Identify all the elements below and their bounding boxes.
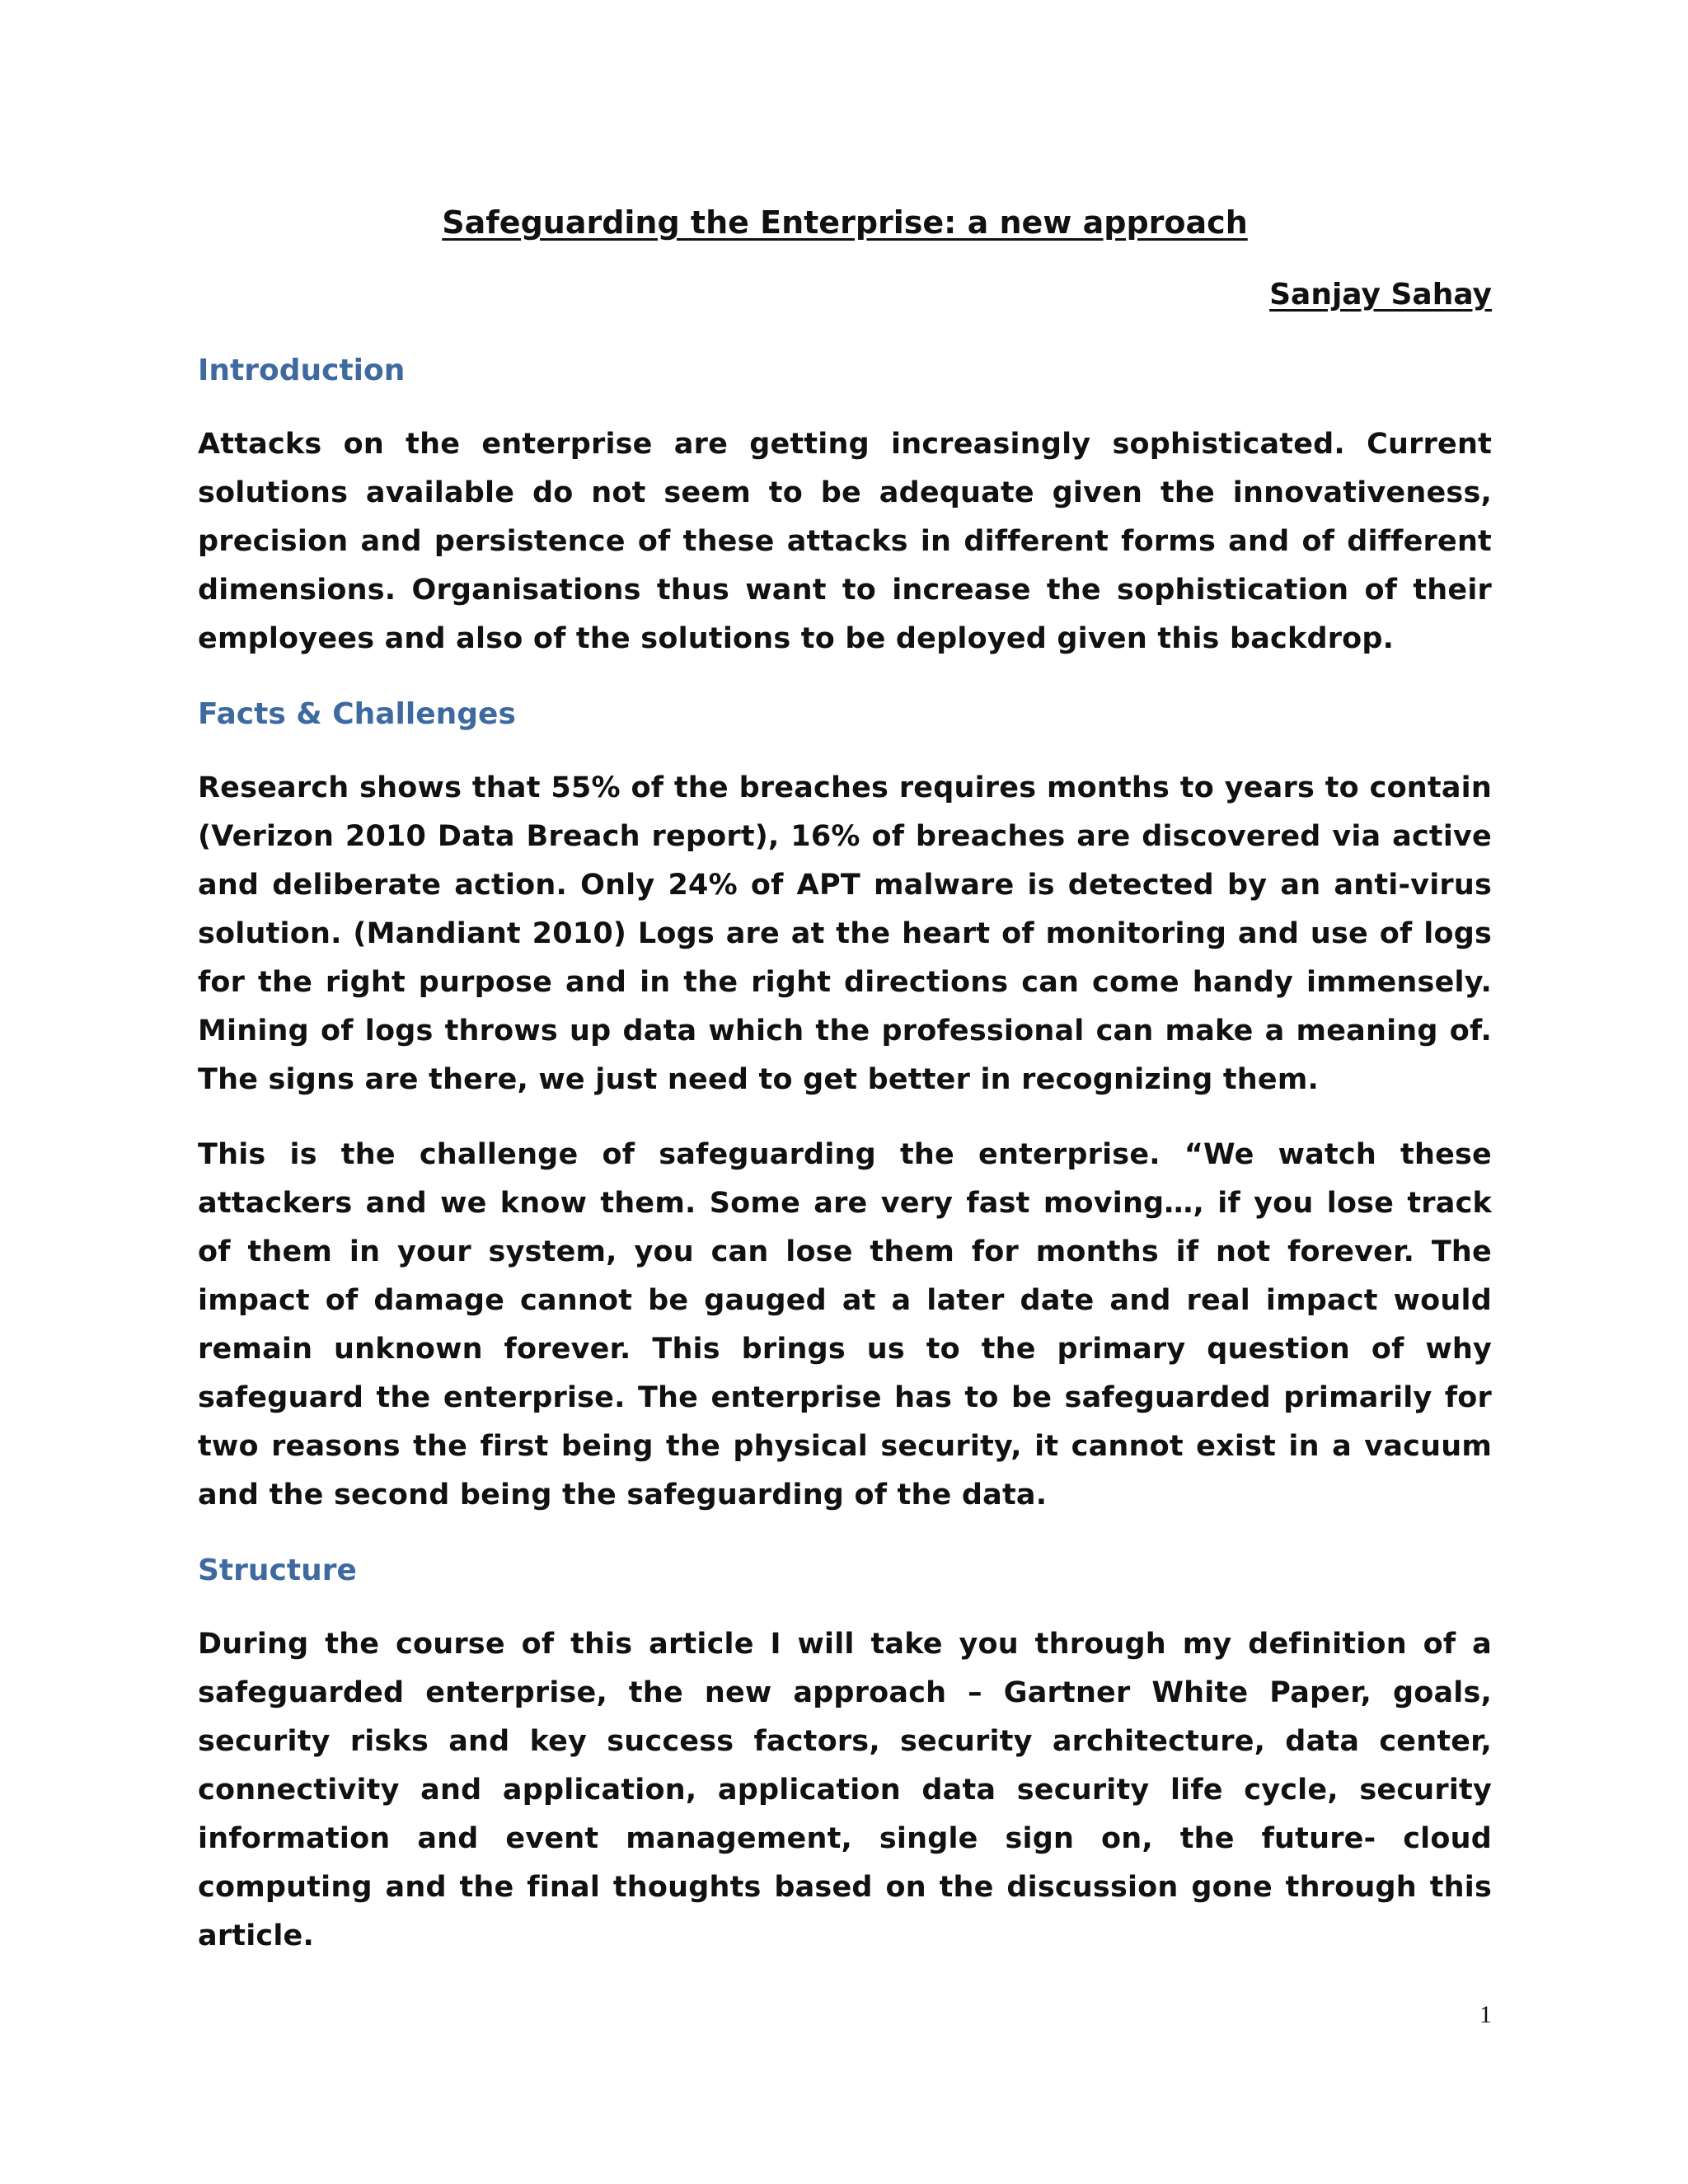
section-structure (198, 1546, 1492, 1961)
author-name: Sanjay Sahay (1269, 278, 1492, 312)
paragraph-research: Research shows that 55% of the breaches requires months to years to contain (Verizon 2010 Data Breach report), 16% of breaches are discovered via active and deliberate action. Only 24% of APT malware is detected by an anti-virus solution. (Mandiant 2010) Logs are at the heart of monitoring and use of logs for the right purpose and in the right directions can come handy immensely. Mining of logs throws up data which the professional can make a meaning of. The signs are there, we just need to get better in recognizing them. (198, 771, 1492, 1096)
page-number: 1 (1479, 2001, 1492, 2028)
section-heading-structure: Structure (198, 1554, 357, 1587)
section-introduction (198, 346, 1492, 663)
paragraph-challenge: This is the challenge of safeguarding the enterprise. “We watch these attackers and we know them. Some are very fast moving…, if you lose track of them in your system, you can lose them for months if not forever. The impact of damage cannot be gauged at a later date and real impact would remain unknown forever. This brings us to the primary question of why safeguard the enterprise. The enterprise has to be safeguarded primarily for two reasons the first being the physical security, it cannot exist in a vacuum and the second being the safeguarding of the data. (198, 1138, 1492, 1511)
section-heading-facts-challenges: Facts & Challenges (198, 697, 516, 731)
paragraph-introduction: Attacks on the enterprise are getting increasingly sophisticated. Current solutions available do not seem to be adequate given the innovativeness, precision and persistence of these attacks in different forms and of different dimensions. Organisations thus want to increase the sophistication of their employees and also of the solutions to be deployed given this backdrop. (198, 428, 1492, 655)
section-facts-challenges (198, 690, 1492, 1520)
section-heading-introduction: Introduction (198, 354, 406, 387)
paragraph-structure: During the course of this article I will take you through my definition of a safeguarded enterprise, the new approach – Gartner White Paper, goals, security risks and key success factors, security architecture, data center, connectivity and application, application data security life cycle, security information and event management, single sign on, the future- cloud computing and the final thoughts based on the discussion gone through this article. (198, 1628, 1492, 1952)
page-content (198, 198, 1492, 1987)
document-title: Safeguarding the Enterprise: a new approach (442, 204, 1248, 241)
